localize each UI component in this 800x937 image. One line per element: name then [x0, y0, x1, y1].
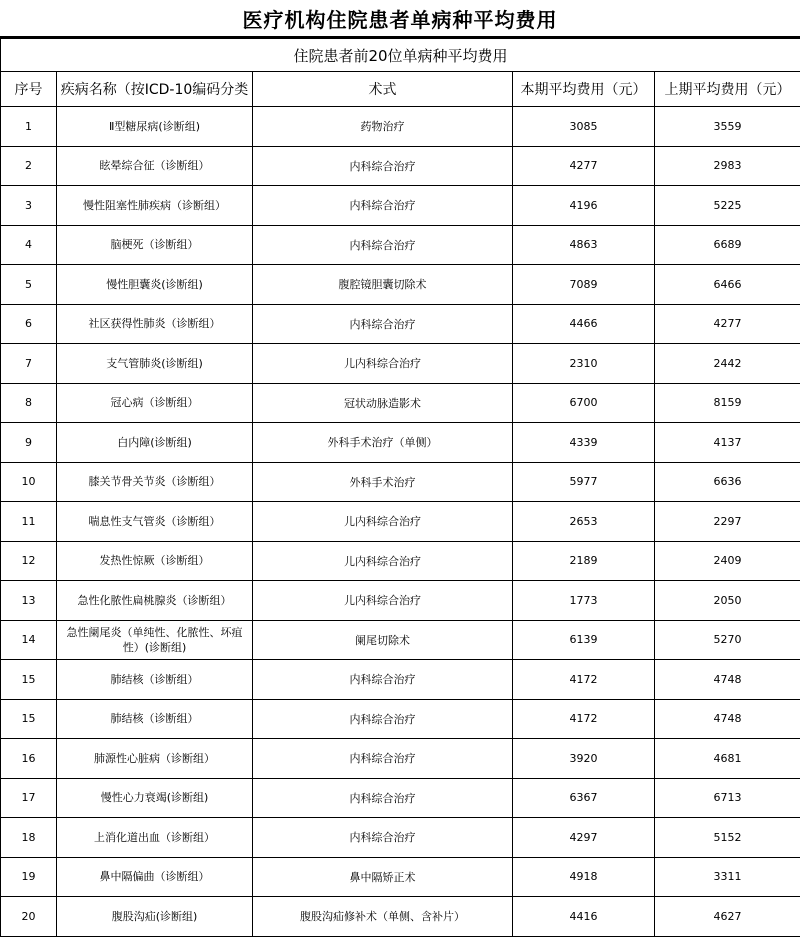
cell-current-cost: 2310 — [513, 344, 655, 384]
cell-current-cost: 4339 — [513, 423, 655, 463]
cell-index: 20 — [1, 897, 57, 937]
cell-current-cost: 4416 — [513, 897, 655, 937]
table-row — [1, 541, 800, 581]
table-row — [1, 620, 800, 660]
cell-index: 2 — [1, 146, 57, 186]
cell-current-cost: 4918 — [513, 857, 655, 897]
cell-disease: 冠心病（诊断组） — [57, 383, 253, 423]
cell-index: 17 — [1, 778, 57, 818]
cell-procedure: 儿内科综合治疗 — [253, 541, 513, 581]
table-row — [1, 502, 800, 542]
cell-disease: 上消化道出血（诊断组） — [57, 818, 253, 858]
cell-previous-cost: 2409 — [655, 541, 800, 581]
cell-index: 6 — [1, 304, 57, 344]
cell-current-cost: 7089 — [513, 265, 655, 305]
cell-previous-cost: 4627 — [655, 897, 800, 937]
cell-previous-cost: 4277 — [655, 304, 800, 344]
cell-index: 10 — [1, 462, 57, 502]
cell-procedure: 儿内科综合治疗 — [253, 344, 513, 384]
cell-procedure: 药物治疗 — [253, 107, 513, 147]
cell-procedure: 内科综合治疗 — [253, 739, 513, 779]
cell-disease: 慢性阻塞性肺疾病（诊断组） — [57, 186, 253, 226]
cell-previous-cost: 2442 — [655, 344, 800, 384]
cell-disease: 脑梗死（诊断组） — [57, 225, 253, 265]
cell-current-cost: 1773 — [513, 581, 655, 621]
cell-disease: Ⅱ型糖尿病(诊断组) — [57, 107, 253, 147]
table-row — [1, 778, 800, 818]
cell-disease: 发热性惊厥（诊断组） — [57, 541, 253, 581]
cell-index: 5 — [1, 265, 57, 305]
table-row — [1, 265, 800, 305]
cell-procedure: 内科综合治疗 — [253, 699, 513, 739]
cell-procedure: 外科手术治疗（单侧） — [253, 423, 513, 463]
cell-current-cost: 2653 — [513, 502, 655, 542]
cell-previous-cost: 4681 — [655, 739, 800, 779]
cell-disease: 肺结核（诊断组） — [57, 699, 253, 739]
cell-current-cost: 4466 — [513, 304, 655, 344]
table-row — [1, 581, 800, 621]
cell-disease: 慢性胆囊炎(诊断组) — [57, 265, 253, 305]
cell-previous-cost: 2983 — [655, 146, 800, 186]
table-row — [1, 225, 800, 265]
cell-index: 1 — [1, 107, 57, 147]
cell-previous-cost: 4748 — [655, 699, 800, 739]
cell-procedure: 鼻中隔矫正术 — [253, 857, 513, 897]
cell-current-cost: 3085 — [513, 107, 655, 147]
cell-procedure: 腹股沟疝修补术（单侧、含补片） — [253, 897, 513, 937]
cell-current-cost: 6367 — [513, 778, 655, 818]
header-previous-cost: 上期平均费用（元） — [655, 72, 800, 107]
cell-current-cost: 4172 — [513, 660, 655, 700]
cell-procedure: 内科综合治疗 — [253, 818, 513, 858]
cell-current-cost: 6700 — [513, 383, 655, 423]
header-current-cost: 本期平均费用（元） — [513, 72, 655, 107]
cell-disease: 肺结核（诊断组） — [57, 660, 253, 700]
page-title: 医疗机构住院患者单病种平均费用 — [0, 0, 800, 38]
table-row — [1, 423, 800, 463]
header-index: 序号 — [1, 72, 57, 107]
table-subtitle-row — [1, 39, 800, 72]
table-row — [1, 107, 800, 147]
cell-index: 11 — [1, 502, 57, 542]
cost-table — [0, 38, 800, 937]
cell-procedure: 冠状动脉造影术 — [253, 383, 513, 423]
cell-disease: 喘息性支气管炎（诊断组） — [57, 502, 253, 542]
cell-previous-cost: 2297 — [655, 502, 800, 542]
cell-previous-cost: 3559 — [655, 107, 800, 147]
cell-previous-cost: 6713 — [655, 778, 800, 818]
cell-current-cost: 4196 — [513, 186, 655, 226]
cell-disease: 慢性心力衰竭(诊断组) — [57, 778, 253, 818]
cell-current-cost: 4297 — [513, 818, 655, 858]
cell-procedure: 儿内科综合治疗 — [253, 502, 513, 542]
cell-index: 18 — [1, 818, 57, 858]
table-row — [1, 146, 800, 186]
cell-procedure: 内科综合治疗 — [253, 778, 513, 818]
table-subtitle: 住院患者前20位单病种平均费用 — [1, 39, 800, 72]
cell-index: 9 — [1, 423, 57, 463]
cell-previous-cost: 4748 — [655, 660, 800, 700]
cell-previous-cost: 6689 — [655, 225, 800, 265]
table-row — [1, 344, 800, 384]
cell-current-cost: 6139 — [513, 620, 655, 660]
cell-current-cost: 4863 — [513, 225, 655, 265]
table-row — [1, 660, 800, 700]
table-row — [1, 739, 800, 779]
cell-previous-cost: 2050 — [655, 581, 800, 621]
table-row — [1, 383, 800, 423]
cell-previous-cost: 5152 — [655, 818, 800, 858]
cell-current-cost: 3920 — [513, 739, 655, 779]
cell-disease: 白内障(诊断组) — [57, 423, 253, 463]
header-procedure: 术式 — [253, 72, 513, 107]
cell-index: 16 — [1, 739, 57, 779]
cell-procedure: 阑尾切除术 — [253, 620, 513, 660]
table-row — [1, 857, 800, 897]
cell-previous-cost: 8159 — [655, 383, 800, 423]
cell-index: 8 — [1, 383, 57, 423]
cell-current-cost: 2189 — [513, 541, 655, 581]
cell-previous-cost: 5270 — [655, 620, 800, 660]
cell-index: 3 — [1, 186, 57, 226]
table-row — [1, 818, 800, 858]
cell-disease: 眩晕综合征（诊断组） — [57, 146, 253, 186]
cell-disease: 急性化脓性扁桃腺炎（诊断组） — [57, 581, 253, 621]
cell-index: 15 — [1, 660, 57, 700]
cell-procedure: 内科综合治疗 — [253, 146, 513, 186]
cell-disease: 急性阑尾炎（单纯性、化脓性、坏疽性）(诊断组) — [57, 620, 253, 660]
cell-index: 12 — [1, 541, 57, 581]
cell-procedure: 内科综合治疗 — [253, 660, 513, 700]
cell-procedure: 儿内科综合治疗 — [253, 581, 513, 621]
cell-procedure: 内科综合治疗 — [253, 186, 513, 226]
cell-current-cost: 4172 — [513, 699, 655, 739]
cell-disease: 鼻中隔偏曲（诊断组） — [57, 857, 253, 897]
cell-disease: 膝关节骨关节炎（诊断组） — [57, 462, 253, 502]
cell-procedure: 外科手术治疗 — [253, 462, 513, 502]
cell-disease: 社区获得性肺炎（诊断组） — [57, 304, 253, 344]
cell-procedure: 内科综合治疗 — [253, 225, 513, 265]
cell-procedure: 内科综合治疗 — [253, 304, 513, 344]
cell-index: 7 — [1, 344, 57, 384]
cell-previous-cost: 6466 — [655, 265, 800, 305]
cell-disease: 支气管肺炎(诊断组) — [57, 344, 253, 384]
table-row — [1, 186, 800, 226]
header-row — [1, 72, 800, 107]
table-row — [1, 897, 800, 937]
cell-previous-cost: 6636 — [655, 462, 800, 502]
cell-index: 15 — [1, 699, 57, 739]
cell-disease: 腹股沟疝(诊断组) — [57, 897, 253, 937]
table-row — [1, 304, 800, 344]
cell-index: 19 — [1, 857, 57, 897]
cell-index: 4 — [1, 225, 57, 265]
cell-previous-cost: 5225 — [655, 186, 800, 226]
cell-disease: 肺源性心脏病（诊断组） — [57, 739, 253, 779]
table-row — [1, 699, 800, 739]
cell-current-cost: 5977 — [513, 462, 655, 502]
cell-current-cost: 4277 — [513, 146, 655, 186]
cell-index: 13 — [1, 581, 57, 621]
cell-previous-cost: 3311 — [655, 857, 800, 897]
cell-procedure: 腹腔镜胆囊切除术 — [253, 265, 513, 305]
cell-index: 14 — [1, 620, 57, 660]
header-disease: 疾病名称（按ICD-10编码分类 — [57, 72, 253, 107]
cell-previous-cost: 4137 — [655, 423, 800, 463]
table-row — [1, 462, 800, 502]
